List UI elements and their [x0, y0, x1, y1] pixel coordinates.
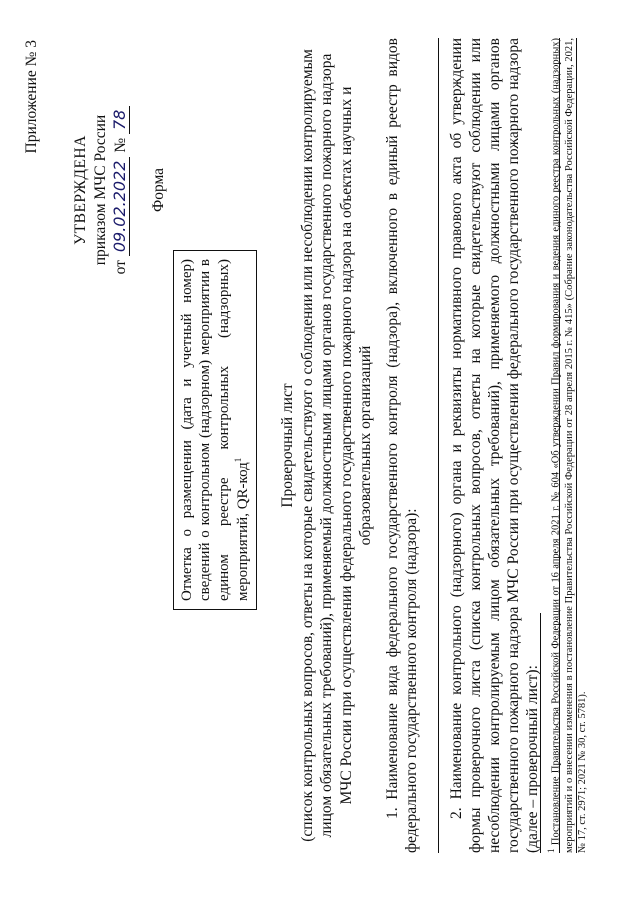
footnote-text: Постановление Правительства Российской Федерации от 16 апреля 2021 г. № 604 «Об утверждении Правил формирования и ведения единого реестра контрольных (надзорных) мероприятий и о внесении изменения в постановление Правительства Российской Федерации от 28 апреля 2015 г. № 415» (Собрание законодательства Российской Федерации, 2021, № 17, ст. 2971; 2021 № 30, ст. 5781).	[550, 37, 588, 853]
footnote-separator	[540, 613, 541, 853]
handwritten-number: 78	[110, 106, 130, 134]
form-label: Форма	[149, 167, 167, 213]
annex-number: Приложение № 3	[23, 40, 40, 154]
registry-stamp-box	[173, 250, 257, 610]
footnote-mark: 1	[546, 848, 556, 853]
approval-header	[22, 40, 168, 340]
item-2-text: 2. Наименование контрольного (надзорного) органа и реквизиты нормативного правового акта об утверждении формы проверочного листа (списка контрольных вопросов, ответы на которые свидетельствуют соблюдении или несоблюдении контролируемым лицом обязательных требований), применяемого должностными лицами органов государственного пожарного надзора МЧС России при осуществлении федерального государственного пожарного надзора (далее – проверочный лист):	[447, 38, 542, 853]
footnote	[546, 38, 589, 853]
handwritten-date: 09.02.2022	[110, 157, 130, 257]
document-title: Проверочный лист	[279, 383, 296, 508]
item-1-answer-line	[422, 38, 439, 853]
document-body	[278, 38, 577, 853]
approved-label: УТВЕРЖДЕНА	[72, 135, 90, 245]
item-1-text: 1. Наименование вида федерального государственного контроля (надзора), включенного в единый реестр видов федерального государственного контроля (надзора):	[384, 38, 421, 853]
document-subtitle: (список контрольных вопросов, ответы на которые свидетельствуют о соблюдении или несоблюдении контролируемым лицом обязательных требований), применяемый должностными лицами органов государственного пожарного надзора МЧС России при осуществлении федерального государственного пожарного надзора на объектах научных и образовательных организаций	[299, 49, 374, 842]
stamp-box-text: Отметка о размещении (дата и учетный номер) сведений о контрольном (надзорном) мероприятии в едином реестре контрольных (надзорных) мероприятий, QR-код	[179, 259, 251, 601]
order-date-line	[110, 40, 130, 340]
stamp-footnote-mark: 1	[232, 457, 243, 463]
order-label: приказом МЧС России	[91, 114, 109, 266]
date-prefix: от	[112, 260, 130, 275]
number-prefix: №	[112, 137, 130, 153]
